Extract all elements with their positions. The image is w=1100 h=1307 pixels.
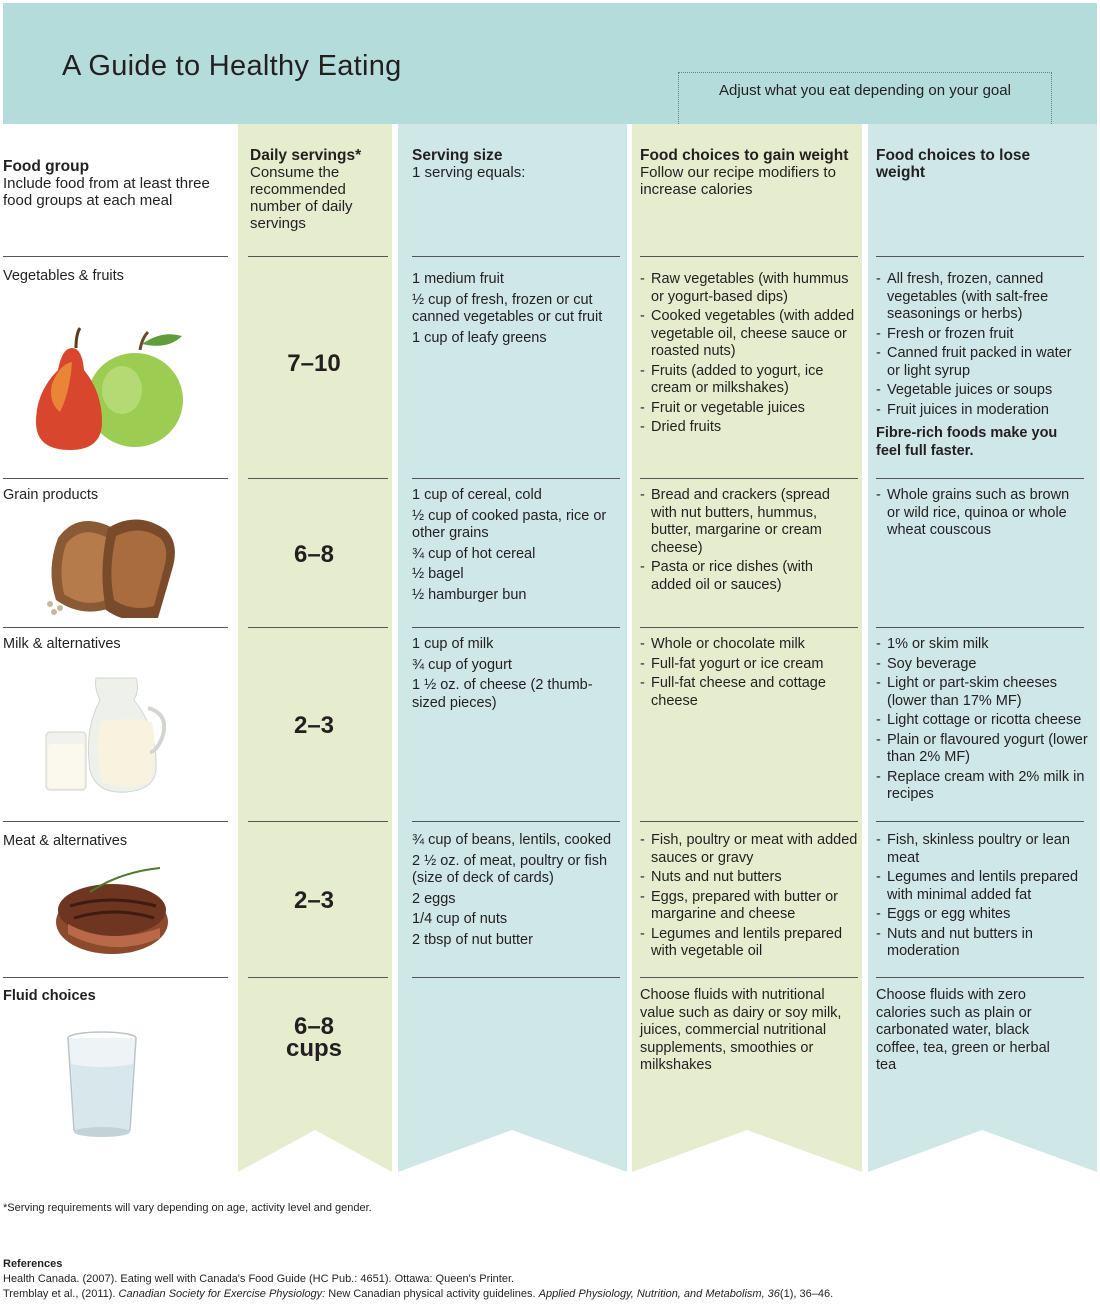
serving-size-item: 1 cup of milk [412,636,494,652]
references [3,1257,833,1302]
list-item: - Soy beverage [876,656,1098,674]
gain-fluid-text: Choose fluids with nutritional value such as dairy or soy milk, juices, commercial nutritional supplements, smoothies or milkshakes [640,987,842,1073]
list-item: - Fruit or vegetable juices [640,400,862,418]
daily-servings-unit: cups [285,1035,342,1062]
list-item: - Pasta or rice dishes (with added oil or sauces) [640,559,850,594]
food-group-name: Vegetables & fruits [3,268,124,284]
milk-jug-and-glass-image [40,668,180,796]
list-item: - Fish, skinless poultry or lean meat [876,832,1088,867]
page-title: A Guide to Healthy Eating [62,50,402,82]
serving-size-cell [412,487,622,607]
daily-servings-value: 2–3 [293,712,335,739]
serving-size-item: ¾ cup of hot cereal [412,545,536,562]
daily-servings-header: Daily servings* Consume the recommended number of daily servings [250,147,362,232]
row-divider [640,478,858,479]
serving-size-item: ¾ cup of beans, lentils, cooked [412,832,612,848]
food-group-header: Food group Include food from at least three food groups at each meal [3,158,210,209]
serving-size-item: 1 ½ oz. of cheese (2 thumb-sized pieces) [412,677,593,711]
row-divider [248,821,388,822]
list-item: - Cooked vegetables (with added vegetable oil, cheese sauce or roasted nuts) [640,308,862,361]
list-item: - Vegetable juices or soups [876,382,1088,400]
gain-choices-list [640,487,850,596]
serving-size-item: ¾ cup of yogurt [412,656,512,673]
bread-slices-image [38,508,188,618]
row-divider [3,821,228,822]
list-item: - Replace cream with 2% milk in recipes [876,769,1098,804]
list-item: - Bread and crackers (spread with nut butters, hummus, butter, margarine or cream cheese) [640,487,850,557]
list-item: - Nuts and nut butters in moderation [876,926,1088,961]
row-divider [248,478,388,479]
serving-size-item: ½ bagel [412,566,464,582]
references-heading: References [3,1258,63,1270]
lose-choices-list [876,832,1088,963]
serving-size-item: 2 tbsp of nut butter [412,931,533,948]
row-divider [640,977,858,978]
row-divider [876,977,1084,978]
row-divider [3,627,228,628]
row-divider [876,821,1084,822]
food-group-name: Meat & alternatives [3,833,128,849]
list-item: - Fish, poultry or meat with added sauces or gravy [640,832,862,867]
goal-note: Adjust what you eat depending on your goal [719,82,1011,99]
row-divider [640,821,858,822]
list-item: - Legumes and lentils prepared with minimal added fat [876,869,1088,904]
row-divider [640,627,858,628]
lose-weight-header: Food choices to lose weight [876,147,1031,181]
daily-servings-value: 7–10 [287,350,341,377]
gain-weight-header: Food choices to gain weight Follow our recipe modifiers to increase calories [640,147,849,198]
serving-size-item: 1 cup of cereal, cold [412,487,542,503]
row-divider [248,627,388,628]
list-item: - Full-fat yogurt or ice cream [640,656,850,674]
list-item: - 1% or skim milk [876,636,1098,654]
gain-choices-list [640,271,862,439]
row-divider [248,977,388,978]
serving-size-item: 1 cup of leafy greens [412,329,547,346]
list-item: - Full-fat cheese and cottage cheese [640,675,850,710]
serving-size-header: Serving size 1 serving equals: [412,147,526,181]
serving-size-item: 2 eggs [412,890,456,907]
serving-size-item: ½ cup of cooked pasta, rice or other grains [412,507,607,541]
list-item: - Nuts and nut butters [640,869,862,887]
list-item: - All fresh, frozen, canned vegetables (with salt-free seasonings or herbs) [876,271,1088,324]
list-item: - Dried fruits [640,419,862,437]
fibre-note: Fibre-rich foods make you feel full faster. [876,425,1058,459]
gain-choices-list [640,636,850,712]
row-divider [876,478,1084,479]
food-group-name: Grain products [3,487,99,503]
serving-size-item: 2 ½ oz. of meat, poultry or fish (size of deck of cards) [412,852,608,886]
list-item: - Fresh or frozen fruit [876,326,1088,344]
row-divider [412,256,620,257]
row-divider [412,977,620,978]
gain-choices-list [640,832,862,963]
list-item: - Fruits (added to yogurt, ice cream or milkshakes) [640,363,862,398]
row-divider [248,256,388,257]
serving-size-item: ½ cup of fresh, frozen or cut canned vegetables or cut fruit [412,291,603,325]
row-divider [412,627,620,628]
list-item: - Eggs, prepared with butter or margarine and cheese [640,889,862,924]
row-divider [3,478,228,479]
reference-item: Tremblay et al., (2011). Canadian Society for Exercise Physiology: New Canadian physical activity guidelines. Applied Physiology, Nutrition, and Metabolism, 36(1), 36–46. [3,1288,834,1300]
daily-servings-value: 6–8 [293,1013,335,1040]
list-item: - Whole grains such as brown or wild rice, quinoa or whole wheat couscous [876,487,1086,540]
daily-servings-value: 2–3 [293,887,335,914]
lose-choices-list [876,271,1088,421]
list-item: - Light cottage or ricotta cheese [876,712,1098,730]
row-divider [412,821,620,822]
daily-servings-value: 6–8 [293,541,335,568]
lose-choices-list [876,487,1086,542]
serving-size-cell [412,271,622,350]
footnote: *Serving requirements will vary depending on age, activity level and gender. [3,1202,372,1214]
serving-size-item: 1/4 cup of nuts [412,911,508,927]
row-divider [640,256,858,257]
list-item: - Whole or chocolate milk [640,636,850,654]
list-item: - Light or part-skim cheeses (lower than 17% MF) [876,675,1098,710]
serving-size-cell [412,636,622,715]
row-divider [412,478,620,479]
list-item: - Legumes and lentils prepared with vegetable oil [640,926,862,961]
food-group-name: Milk & alternatives [3,636,121,652]
list-item: - Raw vegetables (with hummus or yogurt-based dips) [640,271,862,306]
list-item: - Fruit juices in moderation [876,402,1088,420]
row-divider [876,256,1084,257]
serving-size-item: 1 medium fruit [412,271,504,287]
serving-size-cell [412,832,626,952]
lose-choices-list [876,636,1098,806]
list-item: - Canned fruit packed in water or light syrup [876,345,1088,380]
row-divider [3,977,228,978]
lose-fluid-text: Choose fluids with zero calories such as plain or carbonated water, black coffee, tea, green or herbal tea [876,987,1050,1073]
water-glass-image [62,1030,142,1142]
serving-size-item: ½ hamburger bun [412,586,527,603]
pear-and-apple-image [30,322,190,452]
reference-item: Health Canada. (2007). Eating well with Canada's Food Guide (HC Pub.: 4651). Ottawa: Queen's Printer. [3,1273,515,1285]
steak-image [50,862,190,962]
row-divider [876,627,1084,628]
row-divider [3,256,228,257]
list-item: - Plain or flavoured yogurt (lower than 2% MF) [876,732,1098,767]
food-group-name: Fluid choices [3,988,96,1004]
list-item: - Eggs or egg whites [876,906,1088,924]
